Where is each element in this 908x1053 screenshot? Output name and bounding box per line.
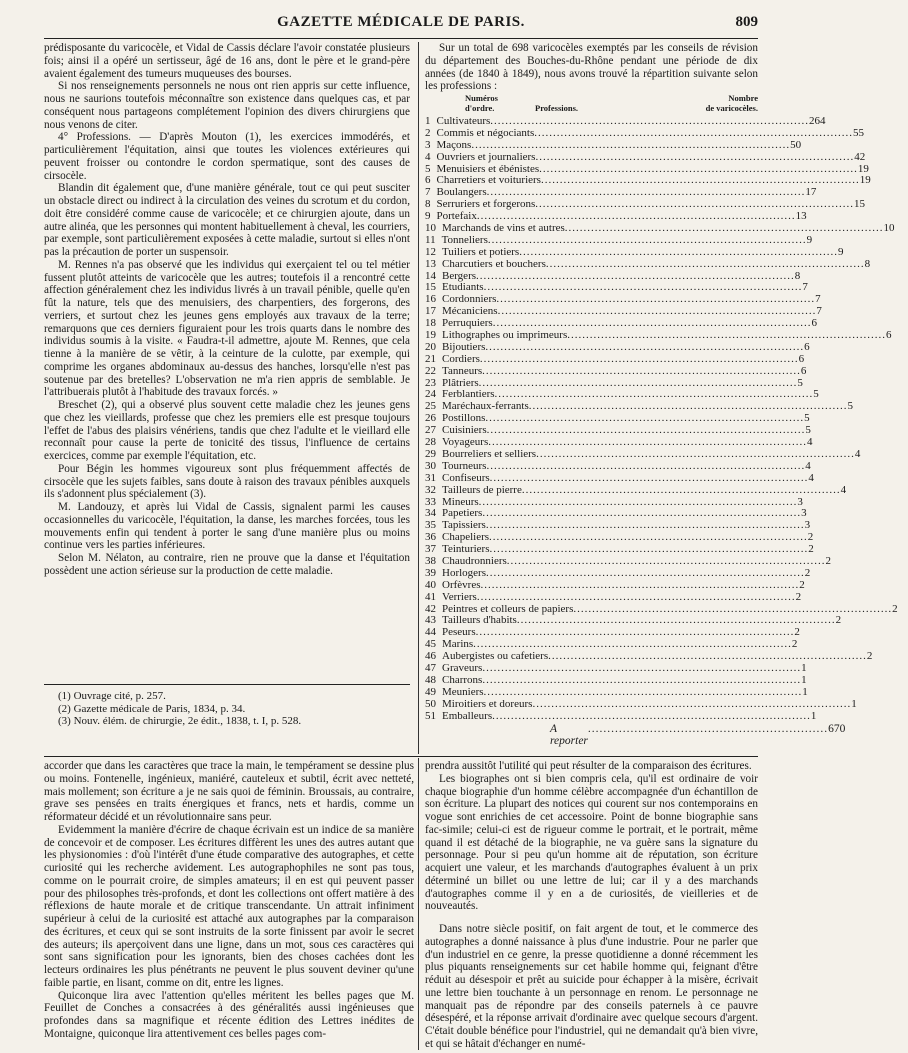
table-row [425, 650, 873, 663]
table-row [425, 352, 805, 365]
row-number: 4 [425, 150, 431, 163]
row-profession: Peintres et colleurs de papiers [442, 602, 574, 615]
row-number: 37 [425, 543, 436, 556]
row-number: 31 [425, 471, 436, 484]
row-profession: Maréchaux-ferrants [442, 400, 529, 413]
row-number: 51 [425, 709, 436, 722]
right-column [425, 42, 898, 752]
row-number: 1 [425, 115, 431, 127]
row-number: 26 [425, 412, 436, 425]
row-count: 8 [864, 257, 871, 270]
footnote-rule [44, 684, 410, 685]
row-number: 28 [425, 436, 436, 449]
total-value: 670 [828, 723, 846, 736]
row-number: 38 [425, 554, 436, 567]
table-row [425, 257, 871, 270]
table-row [425, 673, 807, 686]
row-count: 17 [805, 186, 817, 199]
row-leader: ..................................................................................... [489, 531, 808, 544]
row-leader: ..................................................................................... [483, 685, 803, 698]
table-intro: Sur un total de 698 varicocèles exemptés par les conseils de révision du département des Bouches-du-Rhône pendant une période de dix années (de 1840 à 1849), nous avons trouvé la répartition suivante selon les professions : [425, 42, 758, 93]
row-count: 6 [798, 352, 805, 365]
row-count: 1 [801, 661, 807, 674]
row-profession: Etudiants [442, 281, 484, 294]
row-leader: ..................................................................................... [487, 233, 807, 246]
row-number: 20 [425, 340, 436, 353]
row-profession: Cuisiniers [442, 424, 487, 437]
col-header-number: Numéros [465, 93, 498, 103]
table-row [425, 531, 814, 544]
table-row [425, 364, 807, 377]
table-row [425, 376, 803, 389]
row-profession: Voyageurs [442, 436, 489, 449]
row-count: 2 [799, 578, 805, 591]
table-row [425, 638, 798, 651]
row-count: 2 [892, 602, 898, 615]
row-number: 23 [425, 376, 436, 389]
row-profession: Tailleurs de pierre [442, 483, 522, 496]
row-leader: ..................................................................................... [540, 174, 860, 187]
row-leader: ..................................................................................... [476, 269, 795, 282]
row-profession: Emballeurs [442, 709, 493, 722]
table-row [425, 412, 810, 425]
bottom-left-paragraph: Evidemment la manière d'écrire de chaque écrivain est un indice de sa manière de concevoir et de composer. Les écritures diffèrent les unes des autres autant que les physionomies : d'où l'intérêt d'une étude comparative des autographes, et cette curiosité qui les recherche avidement. Les autographophiles ne sont pas tous, comme on le pourrait croire, de simples amateurs; il en est qui peuvent passer pour des philosophes très-profonds, et dont les collections ont offert matière à des réflexions de haute morale et de critique transcendante. Un attrait infiniment supérieur à celui de la curiosité est attaché aux autographes par la comparaison des écritures, et ceux qui se sont instruits de la sorte finissent par avoir le secret des auteurs; ils aperçoivent dans une ligne, dans un mot, sous ces caractères qui sont sans signification pour les ignorants, bien des choses cachées dont les lecteurs ordinaires les plus pénétrants ne peuvent le plus souvent deviner qu'une faible partie, en lisant, comme on dit, entre les lignes. [44, 823, 414, 989]
row-count: 264 [809, 115, 826, 127]
row-count: 7 [815, 293, 821, 306]
row-leader: ..................................................................................... [506, 554, 826, 567]
row-leader: ..................................................................................... [492, 317, 812, 330]
table-row [425, 186, 817, 199]
left-paragraph: M. Rennes n'a pas observé que les individus qui exerçaient tel ou tel métier fussent plutôt atteints de varicocèle que les autres; toutefois il a rencontré cette affection généralement chez les individus livrés à un travail pénible, quelle qu'en fût la nature, tels que des menuisiers, des charpentiers, des forgerons, des verriers, et surtout chez les jeunes gens employés aux travaux de la terre; remarquons que ces derniers figuraient pour les trois quarts dans le nombre des individus soumis à la visite. « Faudra-t-il admettre, ajoute M. Rennes, que cela tienne à la manière de se vêtir, à la ceinture de la culotte, par exemple, qui comprime les organes abdominaux au-dessus des hanches, lorsqu'elle n'est pas soutenue par des bretelles? L'observation ne m'a rien appris de semblable. Je l'attribuerais plutôt à l'habitude des travaux forcés. » [44, 258, 410, 399]
row-count: 3 [797, 495, 803, 508]
row-count: 1 [801, 673, 807, 686]
row-number: 15 [425, 281, 436, 294]
row-profession: Confiseurs [442, 471, 490, 484]
row-profession: Papetiers [442, 507, 483, 520]
row-count: 1 [802, 685, 808, 698]
table-row [425, 519, 811, 532]
table-row [425, 436, 813, 449]
table-row [425, 210, 807, 223]
row-leader: ..................................................................................... [489, 543, 809, 556]
row-number: 42 [425, 602, 436, 615]
table-row [425, 115, 826, 127]
row-count: 4 [806, 436, 813, 449]
row-profession: Aubergistes ou cafetiers [442, 650, 549, 663]
total-leader: .............................................................. [587, 723, 829, 736]
row-profession: Charcutiers et bouchers [442, 257, 546, 270]
row-profession: Tapissiers [442, 519, 486, 532]
journal-title: GAZETTE MÉDICALE DE PARIS. [277, 14, 525, 30]
row-number: 43 [425, 614, 436, 627]
row-count: 19 [859, 174, 871, 187]
row-leader: ..................................................................................... [535, 198, 855, 211]
table-row [425, 507, 807, 520]
row-profession: Cordiers [442, 352, 480, 365]
row-count: 2 [794, 626, 800, 639]
total-label: A reporter [550, 723, 588, 748]
row-number: 36 [425, 531, 436, 544]
table-row [425, 554, 832, 567]
row-leader: ..................................................................................... [534, 126, 854, 139]
row-profession: Peseurs [442, 626, 476, 639]
row-number: 48 [425, 673, 436, 686]
row-profession: Teinturiers [442, 543, 490, 556]
row-count: 7 [816, 305, 822, 318]
bottom-column-divider [418, 758, 419, 1050]
row-count: 4 [840, 483, 847, 496]
row-profession: Menuisiers et ébénistes [436, 162, 540, 175]
row-leader: ..................................................................................... [573, 602, 893, 615]
left-paragraph: M. Landouzy, et après lui Vidal de Cassis, signalent parmi les causes occasionnelles du varicocèle, l'équitation, la danse, les marches forcées, tous les mouvements enfin qui tendent à porter le sang d'une manière plus ou moins continue vers les parties inférieures. [44, 501, 410, 552]
table-row [425, 447, 861, 460]
row-count: 50 [790, 138, 802, 151]
table-row [425, 293, 821, 306]
row-leader: ..................................................................................... [489, 471, 809, 484]
row-profession: Ferblantiers [442, 388, 495, 401]
row-count: 5 [805, 424, 811, 437]
row-number: 41 [425, 590, 436, 603]
row-profession: Marins [442, 638, 474, 651]
profession-table [425, 115, 898, 722]
row-number: 34 [425, 507, 436, 520]
table-row [425, 661, 807, 674]
row-profession: Orfèvres [442, 578, 481, 591]
table-row [425, 495, 803, 508]
row-profession: Serruriers et forgerons [436, 198, 536, 211]
row-number: 49 [425, 685, 436, 698]
row-count: 13 [795, 210, 807, 223]
row-count: 5 [847, 400, 853, 413]
left-paragraph: Selon M. Nélaton, au contraire, rien ne prouve que la danse et l'équitation possèdent une action sérieuse sur la production de cette maladie. [44, 552, 410, 577]
row-profession: Chaudronniers [442, 554, 507, 567]
row-number: 29 [425, 447, 436, 460]
col-header-number-sub: d'ordre. [465, 103, 495, 113]
table-row [425, 602, 898, 615]
row-leader: ..................................................................................... [532, 697, 852, 710]
row-profession: Perruquiers [442, 317, 493, 330]
row-profession: Chapeliers [442, 531, 490, 544]
bottom-right-column [425, 760, 758, 1050]
row-count: 5 [813, 388, 819, 401]
row-number: 32 [425, 483, 436, 496]
table-header [425, 93, 758, 115]
section-rule [44, 756, 758, 757]
row-number: 24 [425, 388, 436, 401]
row-leader: ..................................................................................... [497, 305, 817, 318]
row-number: 14 [425, 269, 436, 282]
row-leader: ..................................................................................... [564, 222, 884, 235]
col-header-count: Nombre [728, 93, 758, 103]
row-leader: ..................................................................................... [488, 436, 807, 449]
left-column [44, 42, 410, 658]
row-number: 39 [425, 566, 436, 579]
row-leader: ..................................................................................... [521, 483, 841, 496]
row-profession: Postillons [442, 412, 486, 425]
row-count: 3 [801, 507, 807, 520]
row-leader: ..................................................................................... [476, 590, 796, 603]
table-row [425, 459, 811, 472]
row-leader: ..................................................................................... [490, 115, 810, 127]
row-number: 50 [425, 697, 436, 710]
row-profession: Tuiliers et potiers [442, 245, 520, 258]
row-profession: Cordonniers [442, 293, 497, 306]
footnotes [44, 690, 410, 742]
row-profession: Maçons [436, 138, 472, 151]
row-profession: Commis et négociants [436, 126, 535, 139]
row-profession: Charretiers et voituriers [436, 174, 541, 187]
row-count: 6 [804, 340, 810, 353]
left-paragraph: prédisposante du varicocèle, et Vidal de Cassis déclare l'avoir constatée plusieurs fois; ainsi il a opéré un sertisseur, âgé de 16 ans, dont le père et le grand-père avaient également des tumeurs muqueuses des bourses. [44, 42, 410, 80]
row-number: 25 [425, 400, 436, 413]
row-leader: ..................................................................................... [479, 352, 799, 365]
row-profession: Portefaix [436, 210, 477, 223]
row-leader: ..................................................................................... [473, 638, 792, 651]
row-leader: ..................................................................................... [485, 412, 805, 425]
page-header [44, 14, 758, 36]
row-number: 40 [425, 578, 436, 591]
row-count: 6 [811, 317, 817, 330]
row-number: 18 [425, 317, 436, 330]
row-leader: ..................................................................................... [478, 495, 798, 508]
row-leader: ..................................................................................... [478, 376, 798, 389]
row-count: 9 [837, 245, 844, 258]
row-profession: Tanneurs [442, 364, 483, 377]
row-leader: ..................................................................................... [475, 626, 795, 639]
table-row [425, 685, 808, 698]
table-row [425, 626, 800, 639]
row-profession: Charrons [442, 673, 483, 686]
footnote: (3) Nouv. élém. de chirurgie, 2e édit., 1838, t. I, p. 528. [58, 715, 302, 727]
column-divider [418, 42, 419, 754]
row-number: 2 [425, 126, 431, 139]
row-leader: ..................................................................................... [476, 210, 796, 223]
row-count: 8 [794, 269, 801, 282]
table-row [425, 697, 857, 710]
row-leader: ..................................................................................... [486, 186, 806, 199]
left-paragraph: 4° Professions. — D'après Mouton (1), les exercices immodérés, et particulièrement l'équitation, ainsi que toutes les violences extérieures qui peuvent froisser ou contondre le cordon spermatique, sont des causes de cirsocèle. [44, 131, 410, 182]
footnote: (2) Gazette médicale de Paris, 1834, p. 34. [58, 702, 246, 715]
row-profession: Graveurs [442, 661, 483, 674]
row-number: 33 [425, 495, 436, 508]
bottom-right-paragraph: prendra aussitôt l'utilité qui peut résulter de la comparaison des écritures. [425, 760, 752, 772]
row-leader: ..................................................................................... [492, 709, 811, 722]
table-row [425, 269, 801, 282]
row-profession: Miroitiers et doreurs [442, 697, 533, 710]
table-row [425, 471, 814, 484]
row-profession: Plâtriers [442, 376, 479, 389]
row-number: 46 [425, 650, 436, 663]
row-profession: Bourreliers et selliers [442, 447, 537, 460]
row-leader: ..................................................................................... [516, 614, 836, 627]
table-row [425, 543, 814, 556]
row-count: 55 [853, 126, 865, 139]
row-number: 35 [425, 519, 436, 532]
table-row [425, 424, 811, 437]
row-leader: ..................................................................................... [482, 673, 802, 686]
row-profession: Bergers [442, 269, 477, 282]
row-count: 2 [866, 650, 873, 663]
table-row [425, 578, 805, 591]
bottom-left-column [44, 760, 414, 1050]
footnote: (1) Ouvrage cité, p. 257. [58, 690, 166, 702]
row-leader: ..................................................................................... [482, 364, 801, 377]
row-number: 8 [425, 198, 431, 211]
table-row [425, 305, 822, 318]
row-leader: ..................................................................................... [548, 650, 867, 663]
table-row [425, 709, 817, 722]
row-number: 5 [425, 162, 431, 175]
row-count: 7 [802, 281, 808, 294]
row-number: 30 [425, 459, 436, 472]
row-leader: ..................................................................................... [528, 400, 848, 413]
row-leader: ..................................................................................... [567, 329, 887, 342]
table-row [425, 245, 844, 258]
row-leader: ..................................................................................... [486, 459, 806, 472]
row-number: 22 [425, 364, 436, 377]
row-count: 1 [810, 709, 817, 722]
table-row [425, 340, 810, 353]
left-paragraph: Blandin dit également que, d'une manière générale, tout ce qui peut susciter un obstacle direct ou indirect à la circulation des veines du scrotum et du cordon, doit être considéré comme cause de varicocèle; et ce chirurgien ajoute, dans un autre alinéa, que les personnes qui montent habituellement à cheval, les courriers, par exemple, sont particulièrement exposées à cette maladie, surtout si elles n'ont pas la précaution de porter un suspensoir. [44, 182, 410, 258]
row-leader: ..................................................................................... [482, 661, 802, 674]
header-rule [44, 38, 758, 39]
row-leader: ..................................................................................... [486, 424, 806, 437]
row-number: 11 [425, 233, 436, 246]
col-header-count-sub: de varicocèles. [705, 103, 758, 113]
row-profession: Marchands de vins et autres [442, 222, 565, 235]
row-leader: ..................................................................................... [485, 519, 805, 532]
table-row [425, 174, 871, 187]
table-row [425, 233, 813, 246]
table-row [425, 566, 811, 579]
row-leader: ..................................................................................... [482, 507, 802, 520]
row-number: 13 [425, 257, 436, 270]
row-leader: ..................................................................................... [519, 245, 838, 258]
row-number: 45 [425, 638, 436, 651]
bottom-right-paragraph: Dans notre siècle positif, on fait argent de tout, et le commerce des autographes a donné naissance à plus d'une industrie. Pour ne parler que d'un industriel en ce genre, la presse quotidienne a donné récemment les plus piquants renseignements sur cet habile homme qui, feignant d'être réduit au désespoir et prêt au suicide pour échapper à la misère, écrivait une lettre bien touchante à un personnage en renom. Le personnage ne manquait pas de répondre par des conseils paternels à ce pauvre désespéré, et la réponse arrivait d'ordinaire avec quelque secours d'argent. C'était double bénéfice pour l'industriel, qui ne demandait qu'à bien vivre, et qui se hâtait d'échanger en numé- [425, 923, 758, 1050]
row-leader: ..................................................................................... [485, 340, 805, 353]
table-row [425, 614, 842, 627]
row-count: 4 [808, 471, 814, 484]
row-count: 6 [800, 364, 807, 377]
row-profession: Boulangers [436, 186, 487, 199]
left-paragraph: Si nos renseignements personnels ne nous ont rien appris sur cette influence, nous ne saurions toutefois méconnaître son existence dans quelques cas, et par conséquent nous partageons complétement l'opinion des divers chirurgiens que nous venons de citer. [44, 80, 410, 131]
row-count: 3 [804, 519, 811, 532]
row-leader: ..................................................................................... [471, 138, 791, 151]
row-number: 3 [425, 138, 431, 151]
table-row [425, 222, 895, 235]
row-leader: ..................................................................................... [486, 566, 805, 579]
row-number: 27 [425, 424, 436, 437]
row-count: 42 [854, 150, 866, 163]
table-row [425, 126, 865, 139]
row-number: 47 [425, 661, 436, 674]
row-leader: ..................................................................................... [535, 150, 855, 163]
row-profession: Tailleurs d'habits [442, 614, 517, 627]
row-leader: ..................................................................................... [536, 447, 855, 460]
row-count: 19 [857, 162, 869, 175]
row-profession: Bijoutiers [442, 340, 486, 353]
table-row [425, 281, 808, 294]
row-count: 5 [797, 376, 803, 389]
row-number: 9 [425, 210, 431, 223]
row-number: 16 [425, 293, 436, 306]
row-leader: ..................................................................................... [480, 578, 800, 591]
row-count: 2 [807, 531, 814, 544]
bottom-left-paragraph: accorder que dans les caractères que trace la main, le tempérament se dessine plus ou moins. Fontenelle, ingénieux, maniéré, cauteleux et subtil, écrit avec netteté, mais mollement; son écriture a je ne sais quoi de féminin. Broussais, au contraire, grave ses pensées en traits énergiques et francs, nets et hardis, comme un réformateur décidé et un révolutionnaire sans peur. [44, 760, 414, 823]
row-count: 2 [791, 638, 798, 651]
row-profession: Tourneurs [442, 459, 487, 472]
row-profession: Lithographes ou imprimeurs [442, 329, 568, 342]
row-profession: Verriers [442, 590, 477, 603]
row-count: 2 [795, 590, 802, 603]
table-row [425, 162, 869, 175]
row-profession: Ouvriers et journaliers [436, 150, 536, 163]
table-row [425, 150, 866, 163]
bottom-right-paragraph: Les biographes ont si bien compris cela, qu'il est ordinaire de voir chaque biographie d'un homme célèbre accompagnée d'un échantillon de son écriture. La plupart des notices qui courent sur nos contemporains en vogue sont enrichies de cet accessoire. Point de bonne biographie sans fac-simile; celui-ci est de rigueur comme le portrait, et le portrait, même quand il est détaché de la biographie, ne va guère sans la signature du personnage. Pour si peu qu'un homme ait de réputation, son écriture acquiert une valeur, et les marchands d'autographes évaluent à un prix déterminé un billet ou une lettre de lui; car il y a des marchands d'autographes comme il y en a de curiosités, de vieilleries et de nouveautés. [425, 772, 758, 913]
row-count: 9 [806, 233, 813, 246]
row-profession: Meuniers [442, 685, 484, 698]
row-number: 12 [425, 245, 436, 258]
table-row [425, 590, 802, 603]
row-number: 44 [425, 626, 436, 639]
row-number: 21 [425, 352, 436, 365]
left-paragraph: Pour Bégin les hommes vigoureux sont plus fréquemment affectés de cirsocèle que les sujets faibles, sans doute à raison des travaux pénibles auxquels ils s'adonnent plus spécialement (3). [44, 462, 410, 501]
row-count: 6 [886, 329, 892, 342]
table-row [425, 483, 847, 496]
bottom-left-paragraph: Quiconque lira avec l'attention qu'elles méritent les belles pages que M. Feuillet de Conches a consacrées à des généralités aussi ingénieuses que profondes dans sa magnifique et récente édition des Lettres inédites de Montaigne, quiconque lira attentivement ces belles pages com- [44, 989, 414, 1040]
row-profession: Tonneliers [441, 233, 488, 246]
page-number: 809 [735, 14, 758, 30]
table-row [425, 388, 819, 401]
row-number: 6 [425, 174, 431, 187]
table-total [425, 723, 846, 748]
row-profession: Horlogers [442, 566, 486, 579]
row-count: 2 [835, 614, 842, 627]
table-row [425, 317, 817, 330]
row-count: 4 [805, 459, 811, 472]
row-profession: Cultivateurs [436, 115, 491, 127]
left-paragraph: Breschet (2), qui a observé plus souvent cette maladie chez les jeunes gens que chez les vieillards, professe que chez les premiers elle est presque toujours l'effet de l'abus des plaisirs vénériens, tandis que chez l'adulte et le vieillard elle reconnaît pour cause la perte de tonicité des tissus, l'influence de certains exercices, comme par exemple l'équitation, etc. [44, 399, 410, 462]
row-count: 10 [883, 222, 895, 235]
row-count: 2 [808, 543, 814, 556]
row-number: 17 [425, 305, 436, 318]
col-header-profession: Professions. [535, 103, 579, 113]
row-count: 1 [851, 697, 857, 710]
row-number: 10 [425, 222, 436, 235]
row-leader: ..................................................................................... [496, 293, 816, 306]
row-leader: ..................................................................................... [539, 162, 858, 175]
row-leader: ..................................................................................... [545, 257, 865, 270]
table-row [425, 400, 853, 413]
table-row [425, 138, 802, 151]
row-count: 2 [804, 566, 811, 579]
row-profession: Mécaniciens [442, 305, 498, 318]
row-count: 15 [854, 198, 866, 211]
row-count: 5 [804, 412, 810, 425]
table-row [425, 329, 892, 342]
row-count: 2 [825, 554, 832, 567]
table-row [425, 198, 866, 211]
row-number: 7 [425, 186, 431, 199]
row-count: 4 [854, 447, 861, 460]
row-profession: Mineurs [442, 495, 479, 508]
row-leader: ..................................................................................... [483, 281, 803, 294]
row-leader: ..................................................................................... [494, 388, 814, 401]
row-number: 19 [425, 329, 436, 342]
